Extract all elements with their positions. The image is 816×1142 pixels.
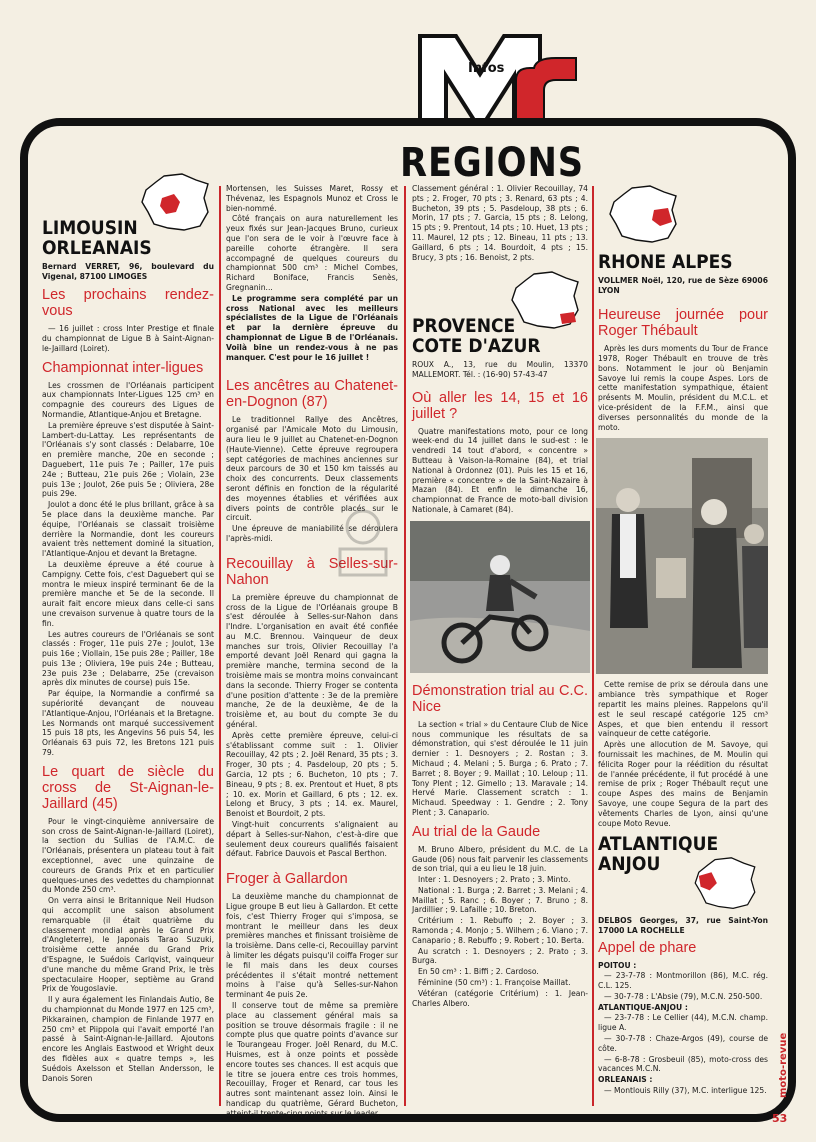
heading-recouillay: Recouillay à Selles-sur-Nahon xyxy=(226,555,398,588)
heading-froger-gallardon: Froger à Gallardon xyxy=(226,871,348,888)
region-title-provence: PROVENCE xyxy=(412,315,516,338)
paragraph: Les crossmen de l'Orléanais participent aux championnats Inter-Ligues 125 cm³ en compagnie des coureurs des Ligues de Normandie, Atlantique-Anjou et Bretagne. xyxy=(42,380,214,419)
address-atlantique: DELBOS Georges, 37, rue Saint-Yon 17000 LA ROCHELLE xyxy=(598,916,768,935)
heading-championnat-inter-ligues: Championnat inter-ligues xyxy=(42,359,204,376)
paragraph: Après une allocution de M. Savoye, qui fournissait les machines, de M. Moulin qui félicita Roger pour la réédition du résultat de l'année précédente, il fut procédé à une remise de prix ; Roger Thébault reçut une coupe Aspes des mains de Benjamin Savoye, une coupe Segura de la part des vêtements Charles de Lyon, ainsi qu'une coupe Moto Revue. xyxy=(598,740,768,828)
paragraph: — 16 juillet : cross Inter Prestige et finale du championnat de Ligue B à Saint-Aignan-le-Jaillard (Loiret). xyxy=(42,324,214,353)
address-limousin: Bernard VERRET, 96, boulevard du Vigenal, 87100 LIMOGES xyxy=(42,262,214,281)
paragraph: Le programme sera complété par un cross National avec les meilleurs spécialistes de la Ligue de l'Orléanais et par la dernière épreuve du championnat de Ligue B de l'Orléanais. Voilà bine un rendez-vous à ne pas manquer. C'est pour le 16 juillet ! xyxy=(226,293,398,362)
paragraph: Après cette première épreuve, celui-ci s'établissant comme suit : 1. Olivier Recouillay, 42 pts ; 2. Joël Renard, 35 pts ; 3. Froger, 30 pts ; 4. Pasdeloup, 20 pts ; 5. Garcia, 12 pts ; 6. Bucheton, 10 pts ; 7. Bineau, 9 pts ; 8. ex. Prentout et Huet, 8 pts ; 10. ex. Morin et Gaillard, 6 pts ; 12. ex. Lelong et Brucy, 3 pts ; 14. ex. Maurel, Benoist et Bourdoit, 2 pts. xyxy=(226,730,398,819)
column-rule xyxy=(404,186,406,1106)
paragraph: On verra ainsi le Britannique Neil Hudson qui accomplit une saison absolument remarquable (il était quatrième du classement mondial après le Grand Prix d'Angleterre), le Japonais Tarao Suzuki, troisième cette année du Grand Prix d'Espagne, le Suédois Carlqvist, vainqueur d'une manche du même Grand Prix, le très spectaculaire Hooper, septième au Grand Prix de Yougoslavie. xyxy=(42,896,214,994)
paragraph: La deuxième épreuve a été courue à Campigny. Cette fois, c'est Daguebert qui se montra le mieux inspiré terminant 6e de la première manche et 5e de la seconde. Il aurait fait encore mieux dans celle-ci sans une crevaison survenue à quatre tours de la fin. xyxy=(42,559,214,628)
column-rhone-alpes xyxy=(598,184,768,1112)
logo-infos-text: Infos xyxy=(468,61,505,76)
france-map-rhone-alpes-icon xyxy=(602,184,684,246)
paragraph: Mortensen, les Suisses Maret, Rossy et Thévenaz, les Espagnols Munoz et Cross le bien-nommé. xyxy=(226,184,398,213)
photo-trial-rider xyxy=(410,521,590,673)
paragraph: Vingt-huit concurrents s'alignaient au départ à Selles-sur-Nahon, c'est-à-dire que seulement deux coureurs qualifiés faisaient défaut. Fabrice Dauvois et Pascal Berthon. xyxy=(226,820,398,859)
heading-heureuse-journee: Heureuse journée pour Roger Thébault xyxy=(598,307,768,340)
paragraph: Vétéran (catégorie Critérium) : 1. Jean-Charles Albero. xyxy=(412,988,588,1008)
paragraph: National : 1. Burga ; 2. Barret ; 3. Melani ; 4. Maillat ; 5. Ranc ; 6. Boyer ; 7. Bruno ; 8. Jardillier ; 9. Lafaille ; 10. Breton. xyxy=(412,885,588,915)
paragraph: Il y aura également les Finlandais Autio, 8e du championnat du Monde 1977 en 125 cm³, Pikkarainen, champion de Finlande 1977 en 250 cm³ et Piippola qui l'avait emporté l'an passé à Saint-Aignan-le-Jaillard. Ajoutons encore les Anglais Eastwood et Wright deux des fidèles aux « quatre temps », les Suédois Axelsson et Stellan Andersson, le Danois Soren xyxy=(42,995,214,1083)
heading-prochains-rendez-vous: Les prochains rendez-vous xyxy=(42,287,214,320)
regions-banner: REGIONS xyxy=(400,140,585,186)
moto-revue-side-mark: moto-revue xyxy=(778,1032,789,1098)
prize-ceremony-image xyxy=(596,438,768,674)
region-title-rhone-alpes: RHONE ALPES xyxy=(598,251,733,273)
paragraph: M. Bruno Albero, président du M.C. de La Gaude (06) nous fait parvenir les classements de son trial, qui a eu lieu le 18 juin. xyxy=(412,844,588,874)
section-label-poitou: POITOU : xyxy=(598,960,637,970)
watermark-emblem-icon xyxy=(334,505,392,581)
paragraph: La section « trial » du Centaure Club de Nice nous communique les résultats de sa démonstration, qui s'est déroulée le 11 juin dernier : 1. Desnoyers ; 2. Rostan ; 3. Michaud ; 4. Melani ; 5. Burga ; 6. Prato ; 7. Barret ; 8. Boyer ; 9. Maillat ; 10. Leloup ; 11. Tony Plent ; 12. Gimello ; 13. Maravale ; 14. Hervé Marie. Classement scratch : 1. Michaud. Speedway : 1. Gendre ; 2. Tony Plent ; 3. Canapario. xyxy=(412,719,588,817)
heading-trial-gaude: Au trial de la Gaude xyxy=(412,823,541,840)
paragraph: Joulot a donc été le plus brillant, grâce à sa 5e place dans la deuxième manche. Par équipe, l'Orléanais se classait troisième derrière la Normandie, dont les coureurs avaient très nettement dominé la situation, l'Atlantique-Anjou et devant la Bretagne. xyxy=(42,500,214,559)
region-title-anjou: ANJOU xyxy=(598,853,661,876)
region-title-atlantique: ATLANTIQUE xyxy=(598,833,719,856)
paragraph: Après les durs moments du Tour de France 1978, Roger Thébault en trouve de très bons. Notamment le jour où Benjamin Savoye lui remis la coupe Aspes. Lors de cette manifestation sympathique, étaient présents M. Moulin, président du M.C.L. et vice-président de la F.F.M., ainsi que diverses personnalités du monde de la moto. xyxy=(598,344,768,432)
region-title-cote-dazur: COTE D'AZUR xyxy=(412,335,541,358)
list-item: — 23-7-78 : Montmorillon (86), M.C. rég. C.L. 125. xyxy=(598,971,768,991)
list-item: — Montlouis Rilly (37), M.C. interligue 125. xyxy=(604,1086,767,1096)
list-item: — 30-7-78 : Chaze-Argos (49), course de côte. xyxy=(598,1034,768,1053)
list-item: — 6-8-78 : Grosbeuil (85), moto-cross des vacances M.C.N. xyxy=(598,1054,768,1074)
address-rhone-alpes: VOLLMER Noël, 120, rue de Sèze 69006 LYON xyxy=(598,276,768,295)
column-ancetres xyxy=(226,184,398,1118)
paragraph: Critérium : 1. Rebuffo ; 2. Boyer ; 3. Ramonda ; 4. Monjo ; 5. Wilhem ; 6. Viano ; 7. Canapario ; 8. Rebuffo ; 9. Robert ; 10. Berta. xyxy=(412,916,588,945)
paragraph: Côté français on aura naturellement les yeux fixés sur Jean-Jacques Bruno, curieux que l'on sera de le voir à l'œuvre face à pareille cohorte étrangère. Il sera accompagné de quelques coureurs du championnat 500 cm³ : Michel Combes, Richard Boniface, Francis Senès, Gregnanin... xyxy=(226,214,398,292)
paragraph: Cette remise de prix se déroula dans une ambiance très sympathique et Roger repartit les mains pleines. Rappelons qu'il est le seul rescapé catégorie 125 cm³ Aspes, et que bien entendu il ressort vainqueur de cette catégorie. xyxy=(598,680,768,739)
column-limousin xyxy=(42,172,214,1112)
column-rule xyxy=(219,186,221,1106)
list-item: — 30-7-78 : L'Absie (79), M.C.N. 250-500. xyxy=(604,991,763,1001)
paragraph: Les autres coureurs de l'Orléanais se sont classés : Froger, 11e puis 27e ; Joulot, 13e puis 16e ; Viollain, 15e puis 28e ; Pailler, 18e puis 13e ; Oliviera, 19e puis 24e ; Butteau, 23e puis 23e ; Delabarre, 25e (crevaison après dix minutes de course) puis 15e. xyxy=(42,629,214,688)
paragraph: Par équipe, la Normandie a confirmé sa supériorité devançant de nouveau l'Atlantique-Anjou, l'Orléanais et la Bretagne. Les Normands ont marqué successivement 15 puis 18 pts, les Angevins 56 puis 54, les Orléanais 63 puis 72, les Bretons 121 puis 79. xyxy=(42,689,214,758)
paragraph: La première épreuve s'est disputée à Saint-Lambert-du-Lattay. Les représentants de l'Orléanais s'y sont classés : Delabarre, 10e en première manche, 20e en seconde ; Daguebert, 11e puis 7e ; Pailler, 17e puis 24e ; Butteau, 21e puis 26e ; Violain, 23e puis 13e ; Joulot, 26e puis 5e ; Oliviera, 28e puis 29e. xyxy=(42,420,214,499)
column-provence xyxy=(412,184,588,1112)
heading-quart-de-siecle: Le quart de siècle du cross de St-Aignan-le-Jaillard (45) xyxy=(42,763,214,812)
paragraph: Il conserve tout de même sa première place au classement général mais sa position se trouve désormais fragile : il ne compte plus que quatre points d'avance sur le Tourangeau Froger. Joël Renard, du M.C. Huismes, est à onze points et possède encore toutes ses chances. Il est acquis que le titre se jouera entre ces trois hommes, Recouillay, Froger et Renard, car tous les autres sont maintenant assez loin. Ainsi le handicap du quatrième, Gérard Bucheton, atteint-il trente-cinq points sur le leader. xyxy=(226,1000,398,1118)
paragraph: Classement général : 1. Olivier Recouillay, 74 pts ; 2. Froger, 70 pts ; 3. Renard, 63 pts ; 4. Bucheton, 39 pts ; 5. Pasdeloup, 38 pts ; 6. Morin, 17 pts ; 7. Garcia, 15 pts ; 8. Lelong, 15 pts ; 9. Prentout, 14 pts ; 10. Huet, 13 pts ; 11. Maurel, 12 pts ; 12. Bineau, 11 pts ; 13. Gaillard, 6 pts ; 14. Bourdoit, 4 pts ; 15. Brucy, 3 pts ; 16. Benoist, 2 pts. xyxy=(412,184,588,262)
list-item: — 23-7-78 : Le Cellier (44), M.C.N. champ. ligue A. xyxy=(598,1013,768,1033)
region-title-orleanais: ORLEANAIS xyxy=(42,237,152,259)
heading-appel-de-phare: Appel de phare xyxy=(598,939,697,956)
paragraph: En 50 cm³ : 1. Biffi ; 2. Cardoso. xyxy=(418,967,539,977)
photo-prize-ceremony xyxy=(596,438,768,674)
paragraph: Une épreuve de maniabilité se déroulera l'après-midi. xyxy=(226,524,398,543)
heading-ancetres: Les ancêtres au Chatenet-en-Dognon (87) xyxy=(226,378,398,411)
heading-demonstration-trial: Démonstration trial au C.C. Nice xyxy=(412,682,588,715)
paragraph: Au scratch : 1. Desnoyers ; 2. Prato ; 3. Burga. xyxy=(412,946,588,966)
paragraph: La deuxième manche du championnat de Ligue groupe B eut lieu à Gallardon. Et cette fois, c'est Thierry Froger qui s'imposa, se montrant le meilleur dans les deux premières manches et finissant troisième de la troisième. Dans celle-ci, Recouillay parvint à limiter les dégats puisqu'il coiffa Froger sur le fil mais dans les deux courses précédentes il s'était montré nettement moins à l'aise qu'à Selles-sur-Nahon terminant 4e puis 2e. xyxy=(226,892,398,1000)
paragraph: Quatre manifestations moto, pour ce long week-end du 14 juillet dans le sud-est : le vendredi 14 tout d'abord, « concentre » Butteau à Vaison-la-Romaine (84), et trial National à Ordonnez (01). Puis les 15 et 16, première « concentre » de la Saint-Nazaire à Mazan (84). Et enfin le dimanche 16, championnat de France de moto-ball division Nationale, à Camaret (84). xyxy=(412,426,588,514)
page-number: 53 xyxy=(772,1112,788,1125)
trial-rider-image xyxy=(410,521,590,673)
paragraph: Pour le vingt-cinquième anniversaire de son cross de Saint-Aignan-le-Jaillard (Loiret), la section du Sullias de l'A.M.C. de l'Orléanais, présentera un plateau tout à fait exceptionnel, avec une quinzaine de coureurs de Grands Prix et en particulier quelques-unes des vedettes du championnat du Monde 250 cm³. xyxy=(42,816,214,895)
paragraph: Féminine (50 cm³) : 1. Françoise Maillat. xyxy=(418,978,571,988)
paragraph: Le traditionnel Rallye des Ancêtres, organisé par l'Amicale Moto du Limousin, aura lieu le 9 juillet au Chatenet-en-Dognon (Haute-Vienne). Cette épreuve regroupera sept catégories de machines anciennes sur deux parcours de 30 et 150 km taissés au choix des concurrents. Deux classements seront définis en fonction de la régularité des moyennes établies et vérifiées aux divers points de contrôle placés sur le circuit. xyxy=(226,415,398,523)
heading-ou-aller: Où aller les 14, 15 et 16 juillet ? xyxy=(412,389,588,422)
paragraph: La première épreuve du championnat de cross de la Ligue de l'Orléanais groupe B s'est déroulée à Selles-sur-Nahon dans l'Indre. L'organisation en avait été confiée au M.C. Brennou. Vainqueur de deux manches sur trois, Olivier Recouillay l'a emporté devant Joël Renard qui gagna la première manche, termina second de la troisième mais se montra moins convaincant dans la seconde. Thierry Froger se contenta d'une position d'attente : 3e de la première manche, 2e de la deuxième, 4e de la troisième et, au bout du compte 3e du général. xyxy=(226,592,398,730)
section-label-atlantique-anjou: ATLANTIQUE-ANJOU : xyxy=(598,1002,688,1012)
paragraph: Inter : 1. Desnoyers ; 2. Prato ; 3. Minto. xyxy=(418,875,571,885)
section-label-orleanais: ORLEANAIS : xyxy=(598,1075,653,1085)
infos-regions-logo xyxy=(416,28,582,124)
address-provence: ROUX A., 13, rue du Moulin, 13370 MALLEMORT. Tél. : (16-90) 57-43-47 xyxy=(412,360,588,379)
column-rule xyxy=(592,186,594,1106)
region-title-limousin: LIMOUSIN xyxy=(42,217,138,239)
